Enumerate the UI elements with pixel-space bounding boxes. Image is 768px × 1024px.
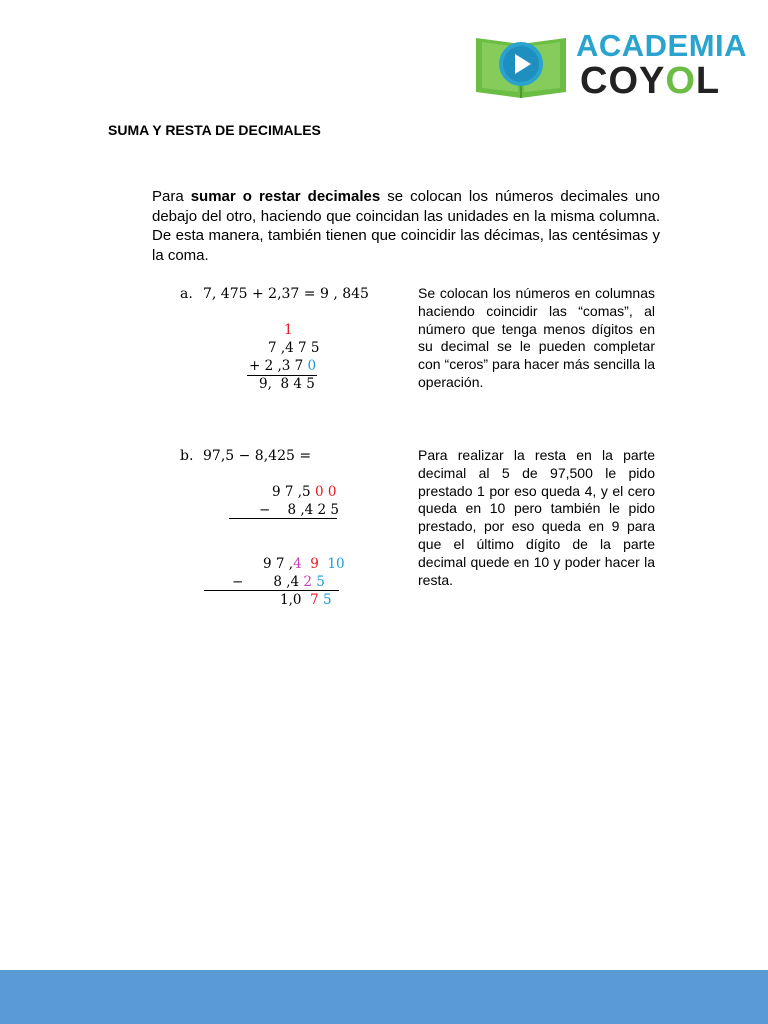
- example-a-result: 9, 8 4 5: [259, 376, 315, 392]
- academia-coyol-logo: [472, 28, 748, 102]
- example-a-equation: 7, 475 + 2,37 = 9 , 845: [203, 286, 369, 302]
- example-b-note: Para realizar la resta en la parte decimal al 5 de 97,500 le pido prestado 1 por eso queda 4, y el cero queda en 10 pero también le pido prestado, por eso queda en 9 para que el último dígito de la parte decimal quede en 10 y poder hacer la resta.: [418, 447, 655, 588]
- example-b-equation: 97,5 − 8,425 =: [203, 448, 312, 464]
- example-b-step1-row2: − 8 ,4 2 5: [259, 502, 339, 518]
- logo-line-academia: ACADEMIA: [576, 28, 748, 63]
- example-b-step1-line: [229, 518, 337, 519]
- example-b-step1-row1: 9 7 ,5 0 0: [272, 484, 337, 500]
- logo-line-coyol: COYOL: [580, 60, 721, 102]
- example-a-label: a.: [180, 286, 193, 302]
- example-a-carry: 1: [284, 322, 293, 338]
- page-title: SUMA Y RESTA DE DECIMALES: [108, 122, 321, 138]
- book-play-icon: [472, 32, 570, 98]
- example-b-step2-row1: 9 7 ,4 9 10: [263, 556, 345, 572]
- example-a-note: Se colocan los números en columnas haciendo coincidir las “comas”, al número que tenga menos dígitos en su decimal se le pueden completar con “ceros” para hacer más sencilla la operación.: [418, 285, 655, 390]
- example-b-result: 1,0 7 5: [280, 592, 332, 608]
- example-b-label: b.: [180, 448, 194, 464]
- intro-paragraph: Para sumar o restar decimales se colocan los números decimales uno debajo del otro, haciendo que coincidan las unidades en la misma columna. De esta manera, también tienen que coincidir las décimas, las centésimas y la coma.: [152, 188, 660, 264]
- example-a-row2: + 2 ,3 7 0: [249, 358, 317, 374]
- example-b-step2-line: [204, 590, 339, 591]
- example-a-row1: 7 ,4 7 5: [268, 340, 320, 356]
- example-b-step2-row2: − 8 ,4 2 5: [232, 574, 325, 590]
- footer-bar: [0, 970, 768, 1024]
